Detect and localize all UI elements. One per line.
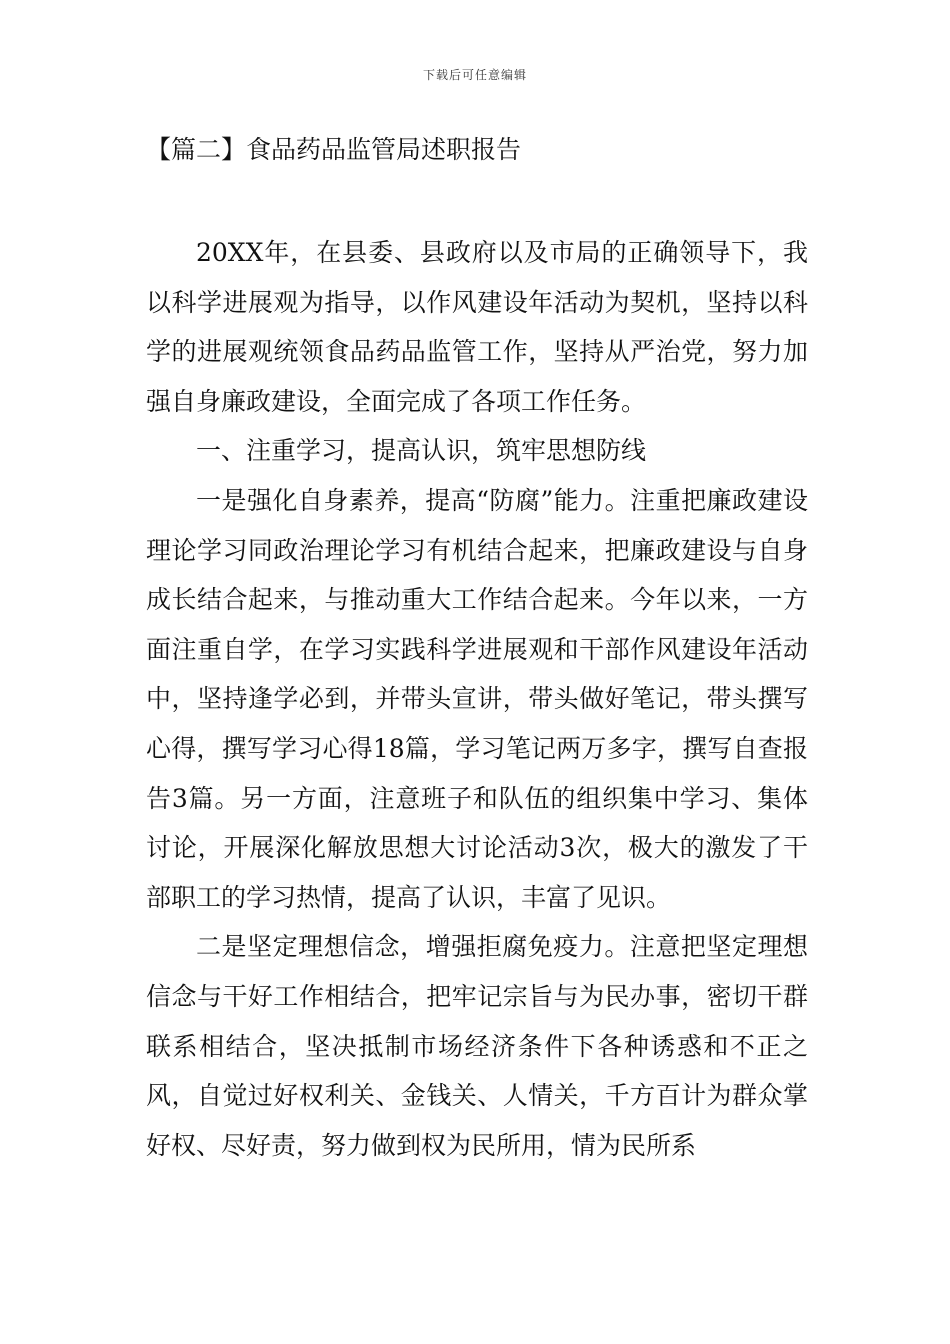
paragraph-intro: 20XX年，在县委、县政府以及市局的正确领导下，我以科学进展观为指导，以作风建设年活动为契机，坚持以科学的进展观统领食品药品监管工作，坚持从严治党，努力加强自身廉政建设，全面完成了各项工作任务。	[146, 238, 808, 416]
document-body	[146, 228, 808, 1170]
page-header-note: 下载后可任意编辑	[422, 68, 527, 82]
document-title: 【篇二】食品药品监管局述职报告	[146, 135, 522, 164]
paragraph-point-2: 二是坚定理想信念，增强拒腐免疫力。注意把坚定理想信念与干好工作相结合，把牢记宗旨与为民办事，密切干群联系相结合，坚决抵制市场经济条件下各种诱惑和不正之风，自觉过好权利关、金钱关、人情关，千方百计为群众掌好权、尽好责，努力做到权为民所用，情为民所系	[146, 932, 808, 1160]
paragraph-point-1: 一是强化自身素养，提高“防腐”能力。注重把廉政建设理论学习同政治理论学习有机结合起来，把廉政建设与自身成长结合起来，与推动重大工作结合起来。今年以来，一方面注重自学，在学习实践科学进展观和干部作风建设年活动中，坚持逢学必到，并带头宣讲，带头做好笔记，带头撰写心得，撰写学习心得18篇，学习笔记两万多字，撰写自查报告3篇。另一方面，注意班子和队伍的组织集中学习、集体讨论，开展深化解放思想大讨论活动3次，极大的激发了干部职工的学习热情，提高了认识，丰富了见识。	[146, 485, 808, 912]
section-heading-1: 一、注重学习，提高认识，筑牢思想防线	[196, 436, 647, 466]
